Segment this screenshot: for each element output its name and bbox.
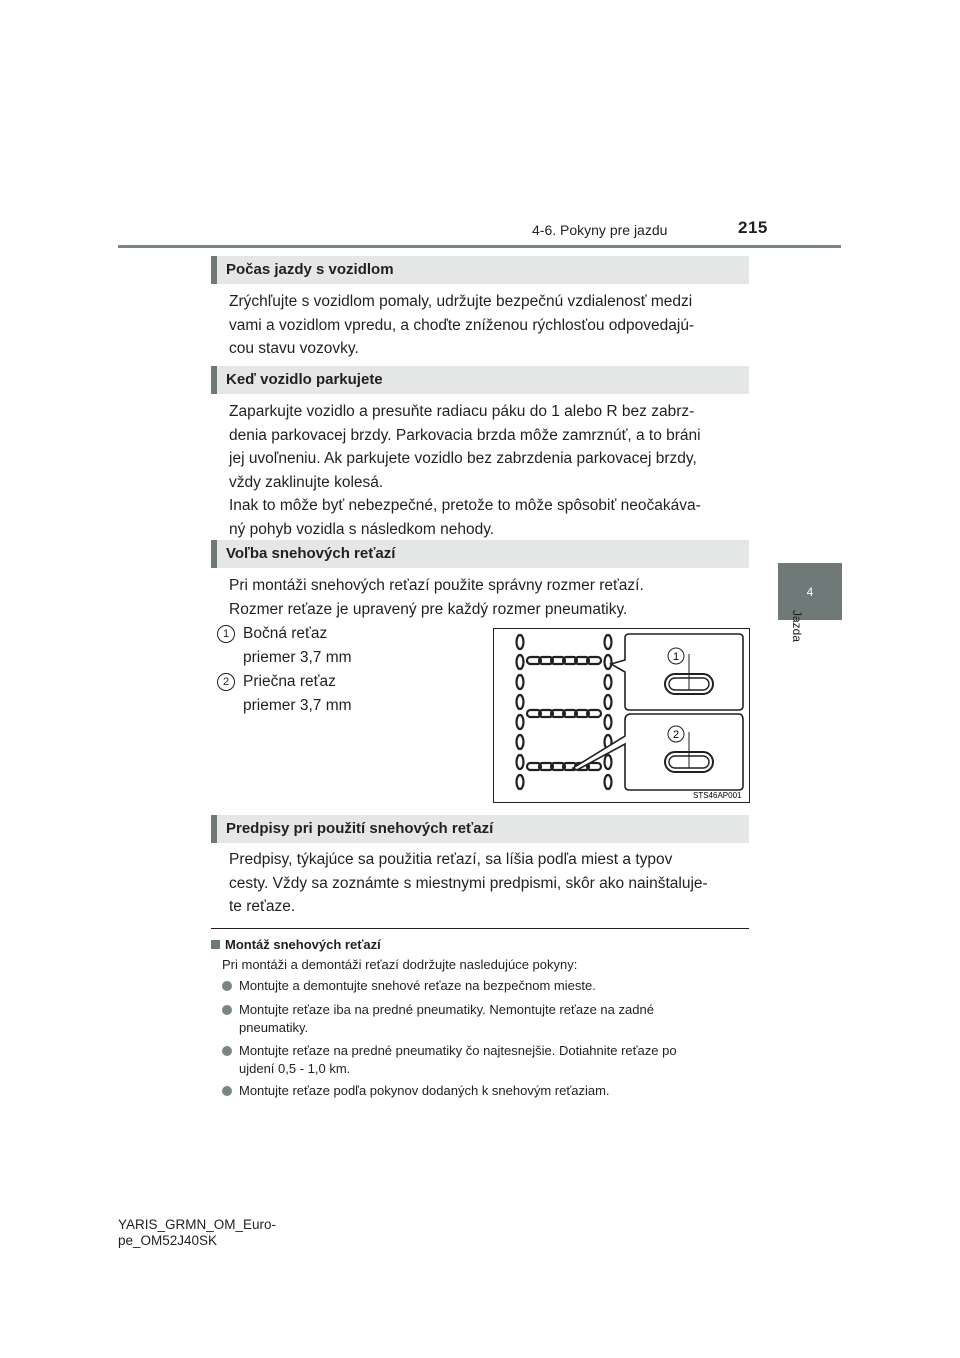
callout-number-1: 1 [672,651,680,663]
legend-number-1: 1 [217,625,235,643]
legend-detail: priemer 3,7 mm [243,696,352,714]
snow-chain-illustration [493,628,750,803]
legend-item-1 [243,622,352,669]
footer-line: pe_OM52J40SK [118,1233,218,1248]
section-header: 4-6. Pokyny pre jazdu [532,222,668,238]
note-title [211,937,381,952]
text-line: Inak to môže byť nebezpečné, pretože to môže spôsobiť neočakáva- [229,497,701,514]
text-line: Zrýchľujte s vozidlom pomaly, udržujte bezpečnú vzdialenosť medzi [229,293,693,310]
paragraph-driving [229,290,749,361]
text-line: vami a vozidlom vpredu, a choďte zníženou rýchlosťou odpovedajú- [229,316,695,334]
text-line: Predpisy, týkajúce sa použitia reťazí, sa líšia podľa miest a typov [229,851,673,868]
note-bullet [222,1001,750,1037]
legend-number-2: 2 [217,673,235,691]
header-rule [118,245,841,248]
bullet-dot-icon [222,1086,232,1096]
heading-regulations: Predpisy pri použití snehových reťazí [211,815,749,843]
heading-chain-choice: Voľba snehových reťazí [211,540,749,568]
paragraph-parking [229,400,749,541]
bullet-line: Montujte reťaze na predné pneumatiky čo najtesnejšie. Dotiahnite reťaze po [239,1043,677,1058]
note-intro: Pri montáži a demontáži reťazí dodržujte nasledujúce pokyny: [222,957,578,972]
legend-name: Priečna reťaz [243,673,336,690]
bullet-line: Montujte reťaze iba na predné pneumatiky. Nemontujte reťaze na zadné [239,1002,654,1017]
bullet-line: Montujte a demontujte snehové reťaze na bezpečnom mieste. [239,978,596,993]
text-line: te reťaze. [229,898,296,915]
paragraph-chain-choice [229,574,749,621]
text-line: cou stavu vozovky. [229,340,359,357]
text-line: Zaparkujte vozidlo a presuňte radiacu páku do 1 alebo R bez zabrz- [229,403,695,420]
footer-line: YARIS_GRMN_OM_Euro- [118,1217,277,1232]
bullet-line: ujdení 0,5 - 1,0 km. [239,1061,351,1076]
legend-item-2 [243,670,352,717]
paragraph-regulations [229,848,749,919]
note-divider [211,928,749,929]
legend-name: Bočná reťaz [243,625,328,642]
heading-parking: Keď vozidlo parkujete [211,366,749,394]
legend-detail: priemer 3,7 mm [243,648,352,666]
text-line: Pri montáži snehových reťazí použite správny rozmer reťazí. [229,577,644,594]
chapter-label: Jazda [790,610,804,643]
snow-chain-figure [493,628,750,803]
figure-code: STS46AP001 [693,791,742,800]
bullet-dot-icon [222,1046,232,1056]
note-title-text: Montáž snehových reťazí [225,937,381,952]
heading-driving: Počas jazdy s vozidlom [211,256,749,284]
text-line: ný pohyb vozidla s následkom nehody. [229,520,495,538]
note-bullet [222,1042,750,1078]
callout-number-2: 2 [672,729,680,741]
chapter-tab: 4 [778,563,842,620]
page-number: 215 [738,218,768,237]
text-line: vždy zaklinujte kolesá. [229,473,384,491]
text-line: cesty. Vždy sa zoznámte s miestnymi predpismi, skôr ako nainštaluje- [229,874,708,892]
document-code [118,1217,276,1249]
bullet-line: Montujte reťaze podľa pokynov dodaných k snehovým reťaziam. [239,1083,610,1098]
text-line: denia parkovacej brzdy. Parkovacia brzda môže zamrznúť, a to bráni [229,426,701,444]
bullet-dot-icon [222,1005,232,1015]
note-bullet [222,977,750,995]
square-bullet-icon [211,940,220,949]
text-line: Rozmer reťaze je upravený pre každý rozmer pneumatiky. [229,600,628,618]
bullet-line: pneumatiky. [239,1020,309,1035]
text-line: jej uvoľneniu. Ak parkujete vozidlo bez zabrzdenia parkovacej brzdy, [229,450,697,467]
note-bullet [222,1082,750,1100]
bullet-dot-icon [222,981,232,991]
